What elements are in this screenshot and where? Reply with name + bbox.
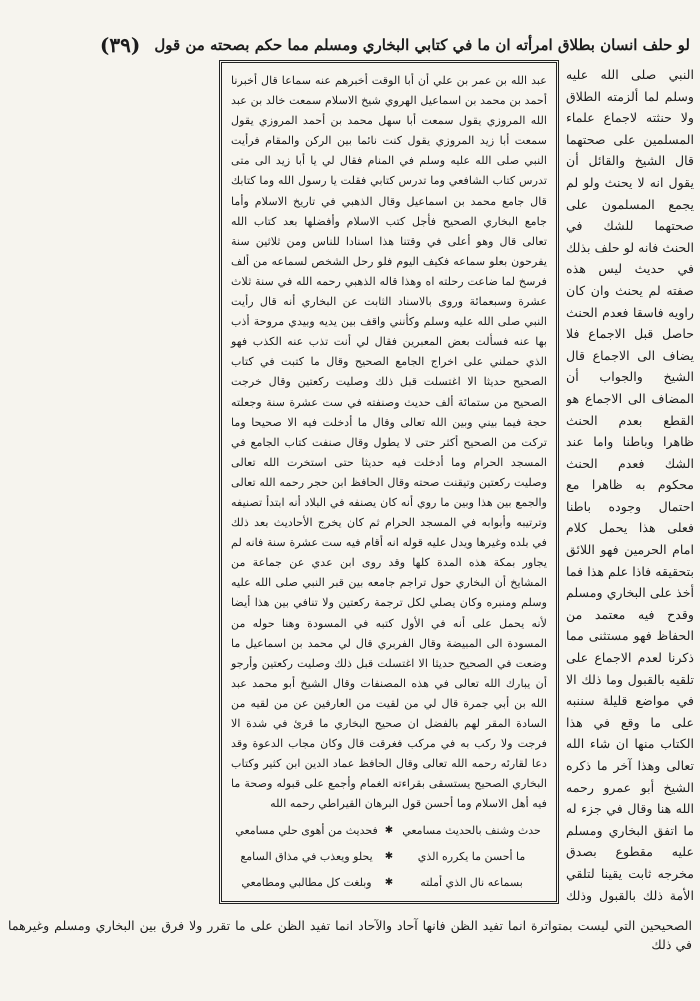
- poem-hemistich-first: حدث وشنف بالحديث مسامعي: [402, 824, 541, 838]
- verse-separator-star-icon: ✱: [384, 825, 394, 837]
- poem-hemistich-first: ما أحسن ما يكرره الذي: [417, 850, 526, 864]
- poem-verse: [231, 870, 547, 896]
- poem: [231, 818, 547, 904]
- blank-margin: [0, 64, 214, 904]
- verse-separator-star-icon: [382, 896, 396, 904]
- poem-hemistich-second: [231, 896, 382, 904]
- running-title: لو حلف انسان بطلاق امرأته ان ما في كتابي البخاري ومسلم مما حكم بصحته من قول: [154, 36, 690, 54]
- poem-verse: [231, 896, 547, 904]
- main-prose-text: عبد الله بن عمر بن علي أن أبا الوقت أخبرهم عنه سماعا قال أخبرنا أحمد بن محمد بن اسماعيل الهروي شيخ الاسلام سمعت خالد بن عبد الله المروزي يقول سمعت أبا سهل محمد بن أحمد المروزي يقول سمعت أبا زيد المروزي يقول كنت نائما بين الركن والمقام فرأيت النبي صلى الله عليه وسلم في المنام فقال لي يا أبا زيد الى متى تدرس كتاب الشافعي وما تدرس كتابي فقلت يا رسول الله وما كتابك قال جامع محمد بن اسماعيل وقال الذهبي في تاريخ الاسلام وأما جامع البخاري الصحيح فأجل كتب الاسلام وأفضلها بعد كتاب الله تعالى قال وهو أعلى في وقتنا هذا اسنادا للناس ومن ثلاثين سنة يفرحون بعلو سماعه فكيف اليوم فلو رحل الشخص لسماعه من ألف فرسخ لما ضاعت رحلته اه وهذا قاله الذهبي رحمه الله في سنة ثلاث عشرة وسبعمائة وروى بالاسناد الثابت عن البخاري أنه قال رأيت النبي صلى الله عليه وسلم وكأنني واقف بين يديه وبيدي مروحة أذب بها عنه فسألت بعض المعبرين فقال لي أنت تذب عنه الكذب فهو الذي حملني على اخراج الجامع الصحيح وقال ما كتبت في كتاب الصحيح حديثا الا اغتسلت قبل ذلك وصليت ركعتين وقال خرجت الصحيح من ستمائة ألف حديث وصنفته في ست عشرة سنة وجعلته حجة فيما بيني وبين الله تعالى وقال ما أدخلت فيه الا صحيحا وما تركت من الصحيح أكثر حتى لا يطول وقال صنفت كتاب الجامع في المسجد الحرام وما أدخلت فيه حديثا حتى استخرت الله تعالى وصليت ركعتين وتيقنت صحته وقال الحافظ ابن حجر رحمه الله تعالى والجمع بين هذا وبين ما روي أنه كان يصنفه في البلاد أنه ابتدأ تصنيفه وترتيبه وأبوابه في المسجد الحرام ثم كان يخرج الأحاديث بعد ذلك في بلده وغيرها ويدل عليه قوله انه أقام فيه ست عشرة سنة فانه لم يجاور بمكة هذه المدة كلها وقد روى ابن عدي عن جماعة من المشايخ أن البخاري حول تراجم جامعه بين قبر النبي صلى الله عليه وسلم ومنبره وكان يصلي لكل ترجمة ركعتين ولا تنافي بين هذا أيضا لأنه يحمل على أنه في الأول كتبه في المسودة وهنا حوله من المسودة الى المبيضة وقال الفربري قال لي محمد بن اسماعيل ما وضعت في الصحيح حديثا الا اغتسلت قبل ذلك وصليت ركعتين وأرجو أن يبارك الله تعالى في هذه المصنفات وقال الشيخ أبو محمد عبد الله بن أبي جمرة قال لي من لقيت من العارفين عن من لقيه من السادة المقر لهم بالفضل ان صحيح البخاري ما قرئ في شدة الا فرجت ولا ركب به في مركب فغرقت قال وكان مجاب الدعوة وقد دعا لقارئه رحمه الله تعالى وقال الحافظ عماد الدين ابن كثير وكتاب البخاري الصحيح يستسقى بقراءته الغمام وأجمع على قبوله وصحة ما فيه أهل الاسلام وما أحسن قول البرهان القيراطي رحمه الله: [231, 74, 547, 811]
- page-header: [10, 28, 690, 62]
- poem-hemistich-second: يحلو ويعذب في مذاق السامع: [240, 850, 373, 864]
- poem-hemistich-first: بسماعه نال الذي أملته: [420, 876, 523, 890]
- poem-verse: [231, 818, 547, 844]
- poem-hemistich-first: [396, 896, 547, 904]
- main-text-frame: [219, 60, 559, 904]
- poem-verse: [231, 844, 547, 870]
- page-number: (٣٩): [99, 33, 141, 57]
- verse-separator-star-icon: ✱: [384, 877, 394, 889]
- main-prose: [231, 71, 547, 814]
- poem-hemistich-second: وبلغت كل مطالبي ومطامعي: [241, 876, 372, 890]
- margin-commentary: النبي صلى الله عليه وسلم لما ألزمته الطلاق ولا حنثته لاجماع علماء المسلمين على صحتهما قال الشيخ والقائل أن يقول انه لا يحنث ولو لم يجمع المسلمون على صحتهما للشك في الحنث فانه لو حلف بذلك في حديث ليس هذه صفته لم يحنث وان كان راويه فاسقا فعدم الحنث حاصل قبل الاجماع فلا يضاف الى الاجماع قال الشيخ والجواب أن المضاف الى الاجماع هو القطع بعدم الحنث ظاهرا وباطنا واما عند الشك فعدم الحنث محكوم به ظاهرا مع احتمال وجوده باطنا فعلى هذا يحمل كلام امام الحرمين فهو اللائق بتحقيقه فاذا علم هذا فما أخذ على البخاري ومسلم وقدح فيه معتمد من الحفاظ فهو مستثنى مما ذكرنا لعدم الاجماع على تلقيه بالقبول وما ذلك الا في مواضع قليلة سننبه على ما وقع في هذا الكتاب منها ان شاء الله تعالى وهذا آخر ما ذكره الشيخ أبو عمرو رحمه الله هنا وقال في جزء له ما اتفق البخاري ومسلم عليه مقطوع بصدق مخرجه ثابت يقينا لتلقي الأمة ذلك بالقبول وذلك: [566, 67, 694, 903]
- poem-hemistich-second: فحديث من أهوى حلي مسامعي: [235, 824, 378, 838]
- footnote: الصحيحين التي ليست بمتواترة انما تفيد الظن فانها آحاد والآحاد انما تفيد الظن على ما تقرر ولا فرق بين البخاري ومسلم وغيرهما في ذلك: [8, 918, 692, 952]
- verse-separator-star-icon: ✱: [384, 851, 394, 863]
